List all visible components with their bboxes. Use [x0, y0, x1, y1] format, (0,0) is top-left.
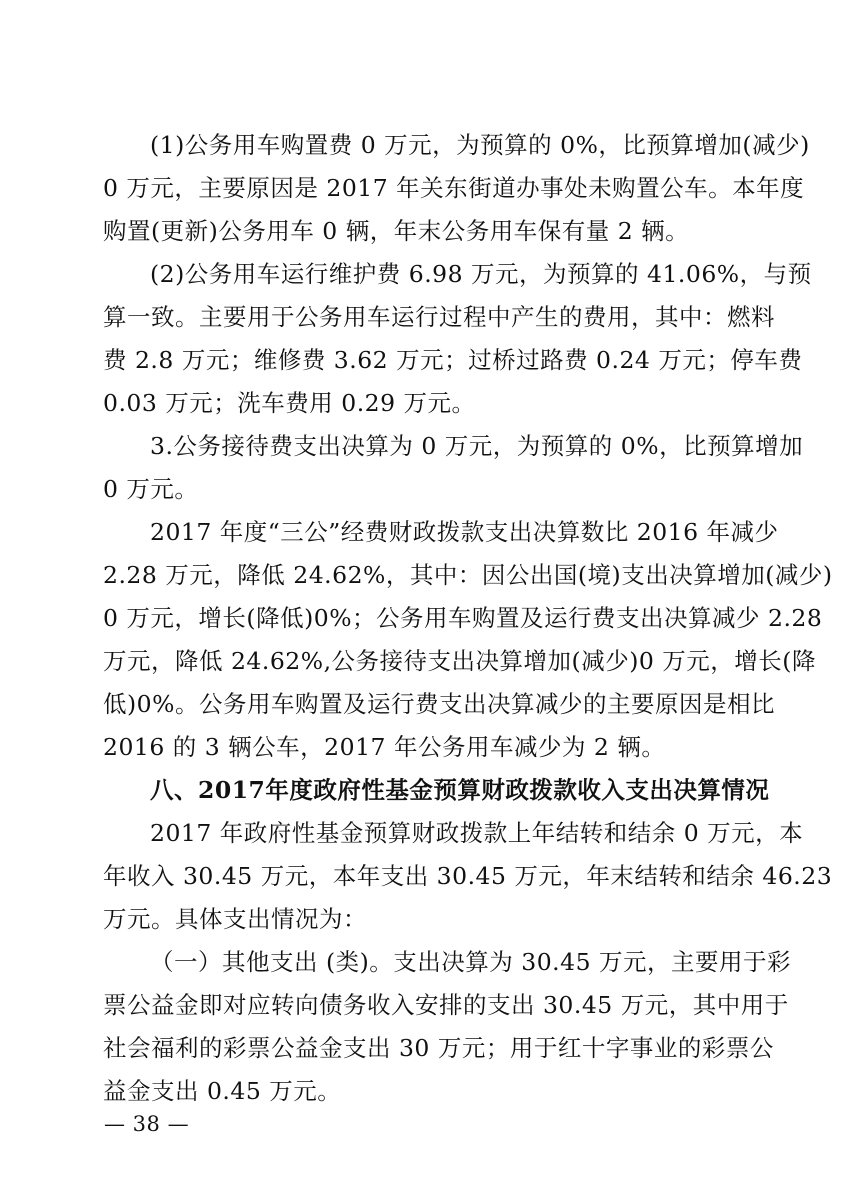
- paragraph-line: 2017 年度“三公”经费财政拨款支出决算数比 2016 年减少: [150, 518, 779, 546]
- paragraph-line: (1)公务用车购置费 0 万元，为预算的 0%，比预算增加(减少): [150, 131, 810, 159]
- paragraph-line: 2016 的 3 辆公车，2017 年公务用车减少为 2 辆。: [103, 733, 666, 761]
- subsection-line: （一）其他支出 (类)。支出决算为 30.45 万元，主要用于彩: [150, 948, 792, 976]
- paragraph-line: 费 2.8 万元；维修费 3.62 万元；过桥过路费 0.24 万元；停车费: [103, 346, 803, 374]
- paragraph-line: 低)0%。公务用车购置及运行费支出决算减少的主要原因是相比: [103, 690, 775, 718]
- paragraph-line: 3.公务接待费支出决算为 0 万元，为预算的 0%，比预算增加: [150, 432, 804, 460]
- paragraph-line: 0 万元，增长(降低)0%；公务用车购置及运行费支出决算减少 2.28: [103, 604, 823, 632]
- paragraph-line: (2)公务用车运行维护费 6.98 万元，为预算的 41.06%，与预: [150, 260, 812, 288]
- paragraph-line: 万元。具体支出情况为：: [103, 905, 367, 933]
- paragraph-line: 年收入 30.45 万元，本年支出 30.45 万元，年末结转和结余 46.23: [103, 862, 833, 890]
- paragraph-line: 购置(更新)公务用车 0 辆，年末公务用车保有量 2 辆。: [103, 217, 690, 245]
- page-number: — 38 —: [104, 1112, 190, 1136]
- paragraph-line: 益金支出 0.45 万元。: [103, 1077, 342, 1105]
- paragraph-line: 0.03 万元；洗车费用 0.29 万元。: [103, 389, 476, 417]
- paragraph-line: 0 万元。: [103, 475, 199, 503]
- paragraph-line: 社会福利的彩票公益金支出 30 万元；用于红十字事业的彩票公: [103, 1034, 774, 1062]
- section-heading: 八、2017年度政府性基金预算财政拨款收入支出决算情况: [150, 776, 770, 804]
- paragraph-line: 0 万元，主要原因是 2017 年关东街道办事处未购置公车。本年度: [103, 174, 805, 202]
- paragraph-line: 票公益金即对应转向债务收入安排的支出 30.45 万元，其中用于: [103, 991, 789, 1019]
- paragraph-line: 算一致。主要用于公务用车运行过程中产生的费用，其中：燃料: [103, 303, 775, 331]
- paragraph-line: 2017 年政府性基金预算财政拨款上年结转和结余 0 万元，本: [150, 819, 804, 847]
- paragraph-line: 2.28 万元，降低 24.62%，其中：因公出国(境)支出决算增加(减少): [103, 561, 833, 589]
- paragraph-line: 万元，降低 24.62%,公务接待支出决算增加(减少)0 万元，增长(降: [103, 647, 816, 675]
